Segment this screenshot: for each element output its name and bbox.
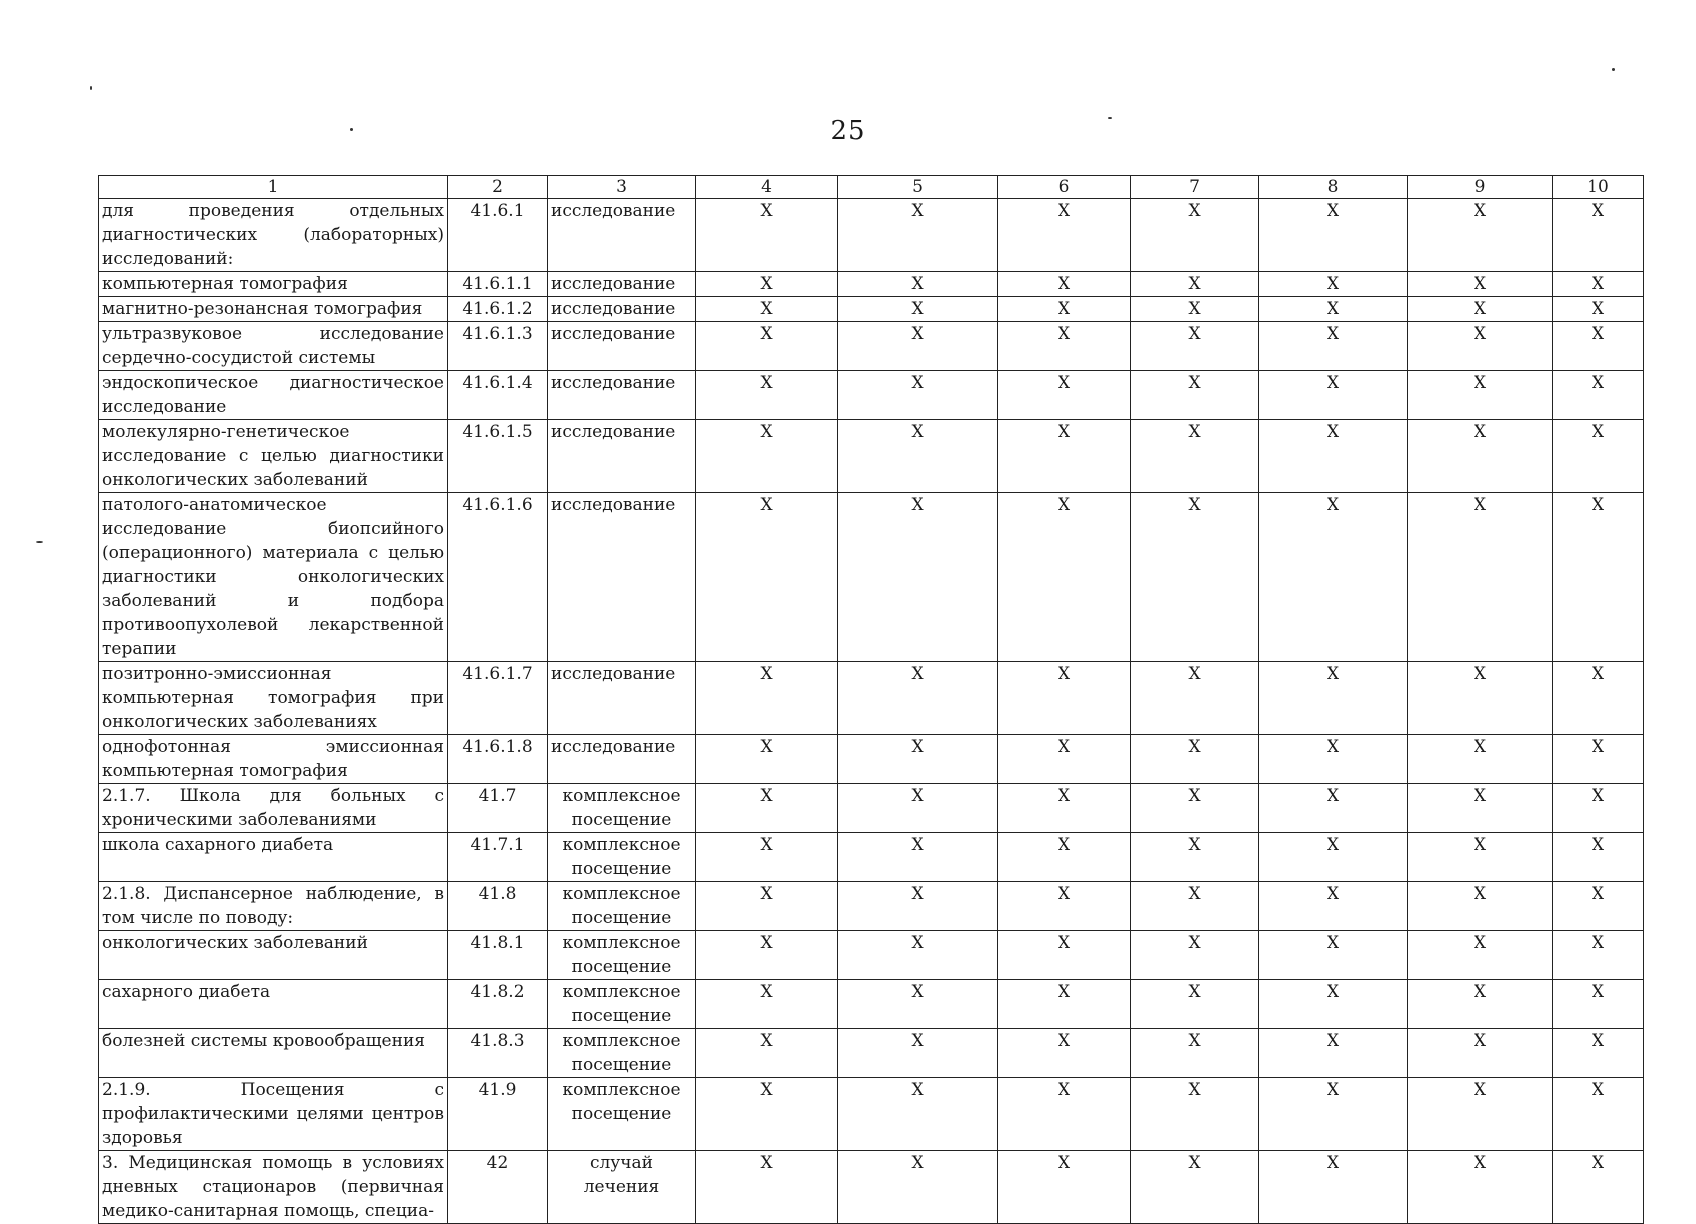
row-name: ультразвуковое исследование сердечно-сосудистой системы [99,322,448,371]
row-value-col-5: X [838,322,998,371]
table-row [99,882,1644,931]
scan-speck [90,86,92,90]
table-row [99,420,1644,493]
column-header-6: 6 [998,176,1131,199]
row-code: 41.6.1.7 [448,662,548,735]
table-row [99,662,1644,735]
row-name: патолого-анатомическое исследование биопсийного (операционного) материала с целью диагностики онкологических заболеваний и подбора противоопухолевой лекарственной терапии [99,493,448,662]
row-value-col-5: X [838,882,998,931]
row-value-col-4: X [696,493,838,662]
row-value-col-9: X [1408,1029,1553,1078]
row-code: 41.7 [448,784,548,833]
row-value-col-8: X [1259,1151,1408,1224]
row-value-col-6: X [998,662,1131,735]
row-code: 41.8 [448,882,548,931]
row-value-col-9: X [1408,371,1553,420]
row-value-col-7: X [1131,735,1259,784]
row-value-col-6: X [998,1078,1131,1151]
row-value-col-9: X [1408,882,1553,931]
row-value-col-7: X [1131,1151,1259,1224]
row-value-col-10: X [1553,1029,1644,1078]
page-number: 25 [830,116,866,146]
table-row [99,833,1644,882]
row-value-col-6: X [998,199,1131,272]
row-value-col-5: X [838,199,998,272]
row-value-col-10: X [1553,662,1644,735]
table-row [99,931,1644,980]
row-value-col-8: X [1259,371,1408,420]
row-value-col-9: X [1408,833,1553,882]
row-value-col-7: X [1131,199,1259,272]
table-body [99,199,1644,1224]
row-value-col-6: X [998,272,1131,297]
row-value-col-5: X [838,1151,998,1224]
row-value-col-5: X [838,493,998,662]
column-header-10: 10 [1553,176,1644,199]
row-name: онкологических заболеваний [99,931,448,980]
row-value-col-7: X [1131,882,1259,931]
row-value-col-7: X [1131,420,1259,493]
row-unit: исследование [548,272,696,297]
row-value-col-8: X [1259,735,1408,784]
row-code: 41.6.1.5 [448,420,548,493]
row-value-col-5: X [838,371,998,420]
row-value-col-7: X [1131,1078,1259,1151]
row-value-col-9: X [1408,199,1553,272]
row-code: 41.6.1 [448,199,548,272]
row-name: сахарного диабета [99,980,448,1029]
row-value-col-9: X [1408,322,1553,371]
row-code: 41.6.1.4 [448,371,548,420]
row-name: 2.1.9. Посещения с профилактическими целями центров здоровья [99,1078,448,1151]
column-header-2: 2 [448,176,548,199]
row-value-col-10: X [1553,980,1644,1029]
row-unit: исследование [548,322,696,371]
row-value-col-4: X [696,199,838,272]
row-value-col-7: X [1131,980,1259,1029]
row-value-col-4: X [696,784,838,833]
row-value-col-8: X [1259,784,1408,833]
scan-speck [1612,68,1615,71]
row-value-col-4: X [696,662,838,735]
row-value-col-9: X [1408,784,1553,833]
row-value-col-9: X [1408,931,1553,980]
row-unit: исследование [548,493,696,662]
row-value-col-9: X [1408,662,1553,735]
row-value-col-10: X [1553,735,1644,784]
row-value-col-10: X [1553,272,1644,297]
column-header-7: 7 [1131,176,1259,199]
row-value-col-8: X [1259,833,1408,882]
row-name: школа сахарного диабета [99,833,448,882]
table-row [99,1029,1644,1078]
table-row [99,784,1644,833]
row-unit: исследование [548,297,696,322]
row-value-col-9: X [1408,980,1553,1029]
column-header-8: 8 [1259,176,1408,199]
row-value-col-4: X [696,882,838,931]
row-name: болезней системы кровообращения [99,1029,448,1078]
row-value-col-10: X [1553,420,1644,493]
row-value-col-7: X [1131,272,1259,297]
row-name: магнитно-резонансная томография [99,297,448,322]
row-code: 41.6.1.1 [448,272,548,297]
row-value-col-8: X [1259,1078,1408,1151]
table-row [99,199,1644,272]
row-value-col-10: X [1553,882,1644,931]
row-unit: случай лечения [548,1151,696,1224]
row-name: для проведения отдельных диагностических (лабораторных) исследований: [99,199,448,272]
row-unit: комплексное посещение [548,931,696,980]
row-value-col-4: X [696,931,838,980]
row-value-col-7: X [1131,371,1259,420]
row-value-col-7: X [1131,784,1259,833]
row-value-col-6: X [998,493,1131,662]
row-name: эндоскопическое диагностическое исследование [99,371,448,420]
row-unit: комплексное посещение [548,1078,696,1151]
row-value-col-4: X [696,322,838,371]
row-value-col-6: X [998,1151,1131,1224]
row-value-col-5: X [838,1078,998,1151]
row-unit: исследование [548,735,696,784]
row-value-col-6: X [998,322,1131,371]
table-row [99,735,1644,784]
row-name: однофотонная эмиссионная компьютерная томография [99,735,448,784]
row-value-col-9: X [1408,1151,1553,1224]
row-name: компьютерная томография [99,272,448,297]
row-value-col-7: X [1131,1029,1259,1078]
row-name: молекулярно-генетическое исследование с целью диагностики онкологических заболеваний [99,420,448,493]
row-code: 41.6.1.2 [448,297,548,322]
column-header-1: 1 [99,176,448,199]
row-name: 2.1.7. Школа для больных с хроническими заболеваниями [99,784,448,833]
row-value-col-10: X [1553,784,1644,833]
row-value-col-4: X [696,833,838,882]
row-code: 41.8.1 [448,931,548,980]
row-value-col-7: X [1131,833,1259,882]
row-value-col-4: X [696,297,838,322]
row-unit: исследование [548,371,696,420]
row-unit: комплексное посещение [548,1029,696,1078]
table-row [99,272,1644,297]
row-code: 41.8.2 [448,980,548,1029]
row-value-col-9: X [1408,272,1553,297]
row-value-col-5: X [838,784,998,833]
row-value-col-10: X [1553,833,1644,882]
row-unit: исследование [548,662,696,735]
column-header-9: 9 [1408,176,1553,199]
row-value-col-9: X [1408,420,1553,493]
row-code: 41.8.3 [448,1029,548,1078]
row-value-col-6: X [998,784,1131,833]
row-value-col-5: X [838,297,998,322]
row-value-col-4: X [696,1078,838,1151]
row-value-col-8: X [1259,272,1408,297]
row-value-col-6: X [998,882,1131,931]
column-header-4: 4 [696,176,838,199]
row-value-col-10: X [1553,322,1644,371]
row-value-col-6: X [998,1029,1131,1078]
row-value-col-8: X [1259,882,1408,931]
row-code: 41.6.1.8 [448,735,548,784]
row-value-col-10: X [1553,1078,1644,1151]
row-value-col-5: X [838,735,998,784]
row-unit: исследование [548,420,696,493]
table-row [99,980,1644,1029]
row-value-col-8: X [1259,493,1408,662]
row-value-col-7: X [1131,493,1259,662]
row-value-col-6: X [998,931,1131,980]
row-name: 3. Медицинская помощь в условиях дневных стационаров (первичная медико-санитарная помощь, специа- [99,1151,448,1224]
row-value-col-9: X [1408,297,1553,322]
table-row [99,1151,1644,1224]
row-value-col-10: X [1553,371,1644,420]
table-row [99,493,1644,662]
row-code: 41.6.1.3 [448,322,548,371]
row-value-col-10: X [1553,1151,1644,1224]
row-code: 41.9 [448,1078,548,1151]
row-value-col-5: X [838,931,998,980]
row-value-col-5: X [838,1029,998,1078]
table-row [99,1078,1644,1151]
row-unit: исследование [548,199,696,272]
row-value-col-9: X [1408,735,1553,784]
scan-speck [36,541,43,543]
row-value-col-4: X [696,272,838,297]
row-value-col-8: X [1259,662,1408,735]
row-value-col-4: X [696,735,838,784]
row-value-col-7: X [1131,662,1259,735]
row-unit: комплексное посещение [548,980,696,1029]
row-value-col-5: X [838,833,998,882]
row-value-col-5: X [838,662,998,735]
row-value-col-10: X [1553,493,1644,662]
row-value-col-4: X [696,420,838,493]
row-value-col-8: X [1259,1029,1408,1078]
row-value-col-6: X [998,980,1131,1029]
row-code: 41.7.1 [448,833,548,882]
row-value-col-8: X [1259,980,1408,1029]
row-value-col-6: X [998,297,1131,322]
table-row [99,297,1644,322]
row-value-col-9: X [1408,1078,1553,1151]
row-value-col-4: X [696,980,838,1029]
row-value-col-7: X [1131,297,1259,322]
row-value-col-6: X [998,420,1131,493]
header-row [99,176,1644,199]
row-value-col-7: X [1131,322,1259,371]
row-value-col-8: X [1259,322,1408,371]
row-name: 2.1.8. Диспансерное наблюдение, в том числе по поводу: [99,882,448,931]
row-value-col-6: X [998,371,1131,420]
row-value-col-6: X [998,833,1131,882]
row-value-col-4: X [696,1151,838,1224]
row-value-col-5: X [838,420,998,493]
table-row [99,371,1644,420]
row-value-col-10: X [1553,297,1644,322]
row-value-col-8: X [1259,199,1408,272]
row-code: 42 [448,1151,548,1224]
row-name: позитронно-эмиссионная компьютерная томография при онкологических заболеваниях [99,662,448,735]
row-unit: комплексное посещение [548,784,696,833]
row-value-col-8: X [1259,297,1408,322]
row-value-col-10: X [1553,931,1644,980]
row-unit: комплексное посещение [548,882,696,931]
row-value-col-4: X [696,1029,838,1078]
column-header-5: 5 [838,176,998,199]
row-value-col-5: X [838,980,998,1029]
row-value-col-9: X [1408,493,1553,662]
row-value-col-8: X [1259,931,1408,980]
row-value-col-10: X [1553,199,1644,272]
row-code: 41.6.1.6 [448,493,548,662]
data-table [98,175,1644,1224]
row-value-col-6: X [998,735,1131,784]
table-row [99,322,1644,371]
row-unit: комплексное посещение [548,833,696,882]
row-value-col-8: X [1259,420,1408,493]
row-value-col-5: X [838,272,998,297]
column-header-3: 3 [548,176,696,199]
row-value-col-4: X [696,371,838,420]
row-value-col-7: X [1131,931,1259,980]
